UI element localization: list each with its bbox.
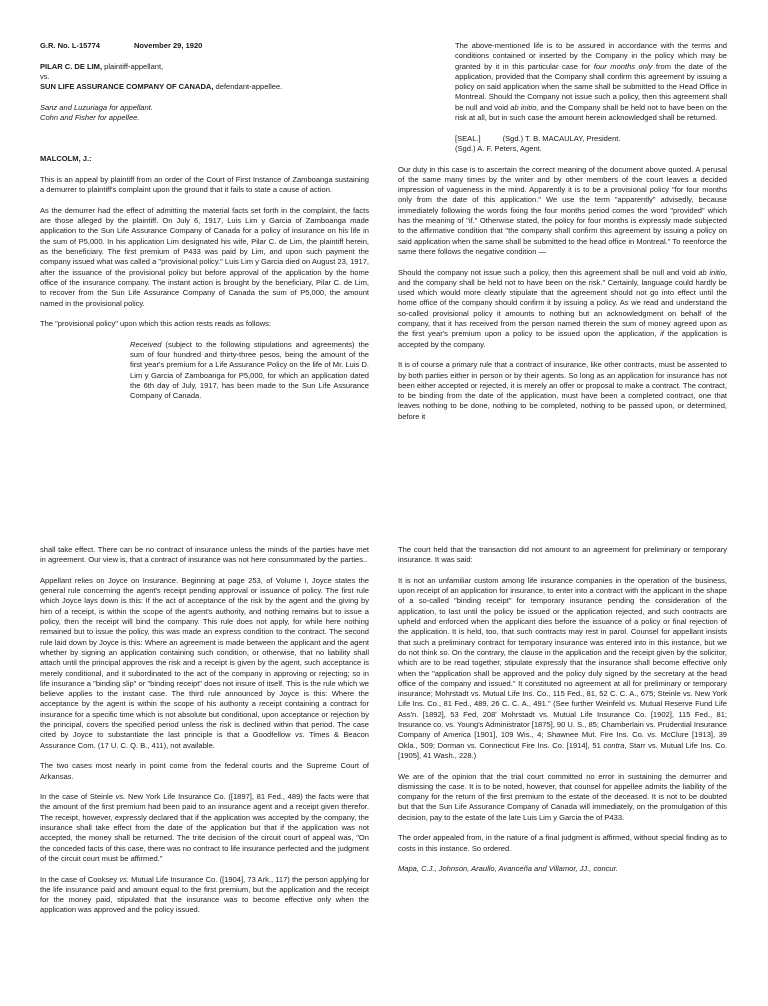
paragraph-opinion: We are of the opinion that the trial court committed no error in sustaining the demurrer and dismissing the case. It is to be noted, however, that counsel for appellee admits the liability of the company for the return of the first premium to the estate of the deceased. It is not to be doubted but that the Sun Life Assurance Company of Canada will immediately, on the promulgation of this decision, pay to the estate of the late Luis Lim y Garcia the of P433. [398, 771, 727, 822]
case-header [40, 41, 369, 51]
paragraph-should: Should the company not issue such a policy, then this agreement shall be null and void ab initio, and the company shall be held not to have been on the risk." Certainly, language could hardly be used which would more clearly stipulate that the agreement should not go into effect until the home office of the company should confirm it by issuing a policy. As we read and understand the so-called provisional policy it amounts to nothing but an acknowledgment on behalf of the company, that it has received from the person named therein the sum of money agreed upon as the first year's premium upon a policy to be issued upon the application, if the application is accepted by the company. [398, 267, 727, 349]
ponente: MALCOLM, J.: [40, 154, 92, 164]
seal-mark: [SEAL.] [455, 133, 481, 143]
page1-right-column [398, 41, 727, 432]
paragraph-cooksey: In the case of Cooksey vs. Mutual Life Insurance Co. ([1904], 73 Ark., 117) the person applying for the life insurance paid and amount equal to the first premium, but the application and the receipt for the money paid, stipulated that the insurance was to become effective only when the application was approved and the policy issued. [40, 874, 369, 915]
plaintiff-line [40, 62, 369, 72]
page2-left-column [40, 545, 369, 926]
paragraph-primary-rule: It is of course a primary rule that a contract of insurance, like other contracts, must be assented to by both parties either in person or by their agents. So long as an application for insurance has not been either accepted or rejected, it is merely an offer or proposal to make a contract. The contract, to be binding from the date of the application, must have been a completed contract, one that leaves nothing to be done, nothing to be completed, nothing to be passed upon, or determined, before it [398, 360, 727, 421]
counsel-appellant: Sanz and Luzuriaga for appellant. [40, 102, 153, 112]
paragraph-continuation: shall take effect. There can be no contract of insurance unless the minds of the parties have met in agreement. Our view is, that a contract of insurance was not here consummated by the parties.. [40, 545, 369, 565]
president-signature: (Sgd.) T. B. MACAULAY, President. [502, 133, 621, 143]
quoted-receipt [130, 340, 369, 402]
paragraph-court-held: The court held that the transaction did not amount to an agreement for preliminary or temporary insurance. It was said: [398, 545, 727, 565]
page2-right-column [398, 545, 727, 885]
plaintiff-role: plaintiff-appellant, [102, 61, 164, 71]
page1-left-column [40, 41, 369, 402]
decision-date: November 29, 1920 [133, 41, 203, 50]
versus: vs. [40, 71, 50, 81]
paragraph-duty: Our duty in this case is to ascertain the correct meaning of the document above quoted. A perusal of the same many times by the writer and by other members of the court leaves a decided impression of vagueness in the mind. Apparently it is to be a provisional policy "for four months only from the date of this application." We use the term "apparently" advisedly, because immediately following the words fixing the four months period comes the word "provided" which has the meaning of "if." Otherwise stated, the policy for four months is expressly made subjected to the affirmative condition that "the company shall confirm this agreement by issuing a policy on said application when the same shall be submitted to the head office in Montreal." To reenforce the same there follows the negative condition — [398, 164, 727, 256]
defendant-name: SUN LIFE ASSURANCE COMPANY OF CANADA, [40, 82, 214, 92]
quote-received-text: (subject to the following stipulations and agreements) the sum of four hundred and thirty-three pesos, being the amount of the first year's premium for a Life Assurance Policy on the life of Mr. Luis D. Lim y Garcia of Zamboanga for P5,000, for which an application dated the 6th day of July, 1917, has been made to the Sun Life Assurance Company of Canada. [130, 339, 369, 401]
gr-number: G.R. No. L-15774 [40, 41, 100, 50]
quote-received-word: Received [130, 339, 162, 349]
paragraph-facts: As the demurrer had the effect of admitting the material facts set forth in the complaint, the facts are those alleged by the plaintiff. On July 6, 1917, Luis Lim y Garcia of Zamboanga made application to the Sun Life Assurance Company of Canada for a policy of insurance on his life in the sum of P5,000. In his application Lim designated his wife, Pilar C. de Lim, the plaintiff herein, as the beneficiary. The first premium of P433 was paid by Lim, and upon such payment the company issued what was called a "provisional policy." Luis Lim y Garcia died on August 23, 1917, after the issuance of the provisional policy but before approval of the application by the home office of the insurance company. The instant action is brought by the beneficiary, Pilar C. de Lim, to recover from the Sun Life Assurance Company of Canada the sum of P5,000, the amount named in the provisional policy. [40, 205, 369, 308]
paragraph-provisional-intro: The "provisional policy" upon which this action rests reads as follows: [40, 319, 272, 329]
paragraph-steinle: In the case of Steinle vs. New York Life Insurance Co. ([1897], 81 Fed., 489) the facts were that the amount of the first premium had been paid to an insurance agent and a receipt given therefor. The receipt, however, expressly declared that if the application was accepted by the company, the insurance shall take effect from the date of the application but that if the application was not accepted, the money shall be returned. The trite decision of the circuit court of appeal was, "On the conceded facts of this case, there was no contract to life insurance perfected and the judgment of the circuit court must be affirmed." [40, 792, 369, 863]
quoted-conditions: The above-mentioned life is to be assured in accordance with the terms and conditions contained or inserted by the Company in the policy which may be granted by it in this particular case for four months only from the date of the application, provided that the Company shall confirm this agreement by issuing a policy on said application when the same shall be submitted to the Head Office in Montreal. Should the Company not issue such a policy, then this agreement shall be null and void ab initio, and the Company shall be held not to have been on the risk at all, but in such case the amount herein acknowledged shall be returned. [455, 41, 728, 123]
paragraph-order: The order appealed from, in the nature of a final judgment is affirmed, without special finding as to costs in this instance. So ordered. [398, 833, 727, 853]
concurrence: Mapa, C.J., Johnson, Araullo, Avanceña and Villamor, JJ., concur. [398, 864, 618, 874]
paragraph-joyce: Appellant relies on Joyce on Insurance. Beginning at page 253, of Volume I, Joyce states the general rule concerning the agent's receipt pending approval or issuance of policy. The first rule which Joyce lays down is this: If the act of acceptance of the risk by the agent and the giving by him of a receipt, is within the scope of the agent's authority, and nothing remains but to issue a policy, then the receipt will bind the company. This rule does not apply, for while here nothing remained but to issue the policy, this was made an express condition to the contract. The second rule laid down by Joyce is this: Where an agreement is made between the applicant and the agent whether by signing an application containing such condition, or otherwise, that no liability shall attach until the principal approves the risk and a receipt is given by the agent, such acceptance is merely conditional, and it subordinated to the act of the company in approving or rejecting; so in life insurance a "binding slip" or "binding receipt" does not insure of itself. This is the rule which we believe applies to the instant case. The third rule announced by Joyce is this: Where the acceptance by the agent is within the scope of his authority a receipt containing a contract for insurance for a specific time which is not absolute but conditional, upon acceptance or rejection by the principal, covers the specified period unless the risk is declined within that period. The case cited by Joyce to substantiate the last principle is that a Goodfellow vs. Times & Beacon Assurance Com. (17 U. C. Q. B., 411), not available. [40, 575, 369, 750]
signature-block [455, 134, 727, 155]
agent-signature: (Sgd.) A. F. Peters, Agent. [455, 143, 542, 153]
defendant-line [40, 82, 369, 92]
paragraph-intro: This is an appeal by plaintiff from an order of the Court of First Instance of Zamboanga sustaining a demurrer to plaintiff's complaint upon the ground that it fails to state a cause of action. [40, 174, 369, 195]
defendant-role: defendant-appellee. [213, 82, 283, 92]
paragraph-two-cases: The two cases most nearly in point come from the federal courts and the Supreme Court of Arkansas. [40, 761, 369, 781]
plaintiff-name: PILAR C. DE LIM, [40, 61, 103, 71]
paragraph-custom: It is not an unfamiliar custom among life insurance companies in the operation of the business, upon receipt of an application for insurance, to enter into a contract with the applicant in the shape of a so-called "binding receipt" for temporary insurance pending the consideration of the application, to last until the policy be issued or the application rejected, and such contracts are upheld and enforced when the applicant dies before the issuance of a policy or final rejection of the application. It is held, too, that such contracts may rest in parol. Counsel for appellant insists that such a preliminary contract for temporary insurance was entered into in this instance, but we do not think so. On the contrary, the clause in the application and the receipt given by the solicitor, which are to be read together, stipulate expressly that the insurance shall become effective only when the "application shall be approved and the policy duly signed by the secretary at the head office of the company and issued." It constituted no agreement at all for preliminary or temporary insurance; Mohrstadt vs. Mutual Life Ins. Co., 115 Fed., 81, 52 C. C. A., 675; Steinle vs. New York Life Ins. Co., 81 Fed., 489, 26 C. C. A., 491." (See further Weinfeld vs. Mutual Reserve Fund Life Ass'n. [1892], 53 Fed, 208' Mohrstadt vs. Mutual Life Insurance Co. [1902], 115 Fed., 81; Insurance co. vs. Young's Administrator [1875], 90 U. S., 85; Chamberlain vs. Prudential Insurance Company of America [1901], 109 Wis., 4; Shawnee Mut. Fire Ins. Co. vs. McClure [1913], 39 Okla., 509; Dorman vs. Connecticut Fire Ins. Co. [1914], 51 contra, Starr vs. Mutual Life Ins. Co. [1905], 41 Wash., 228.) [398, 575, 728, 760]
counsel-appellee: Cohn and Fisher for appellee. [40, 113, 140, 123]
